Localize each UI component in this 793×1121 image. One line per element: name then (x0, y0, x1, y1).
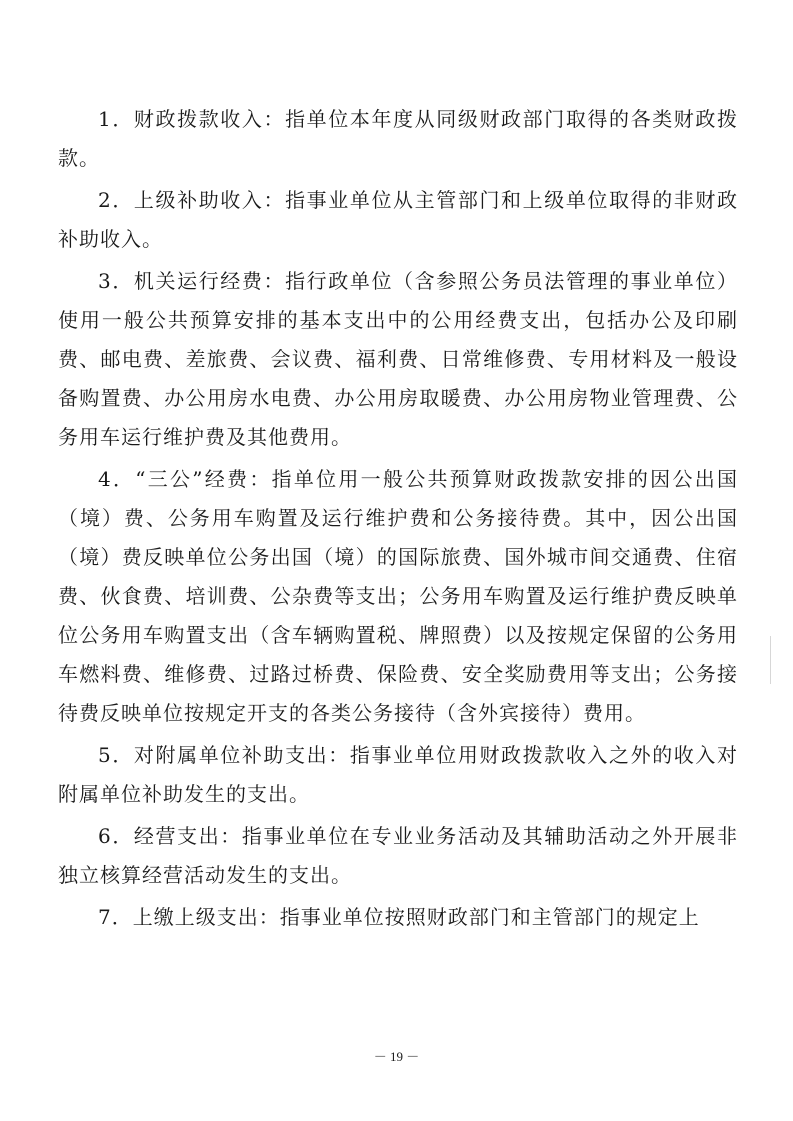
paragraph-7: 7．上缴上级支出：指事业单位按照财政部门和主管部门的规定上 (98, 905, 700, 929)
scan-artifact-line (770, 636, 771, 684)
paragraph-4: 4．“三公”经费：指单位用一般公共预算财政拨款安排的因公出国（境）费、公务用车购置及运行维护费和公务接待费。其中，因公出国（境）费反映单位公务出国（境）的国际旅费、国外城市间交通费、住宿费、伙食费、培训费、公杂费等支出；公务用车购置及运行维护费反映单位公务用车购置支出（含车辆购置税、牌照费）以及按规定保留的公务用车燃料费、维修费、过路过桥费、保险费、安全奖励费用等支出；公务接待费反映单位按规定开支的各类公务接待（含外宾接待）费用。 (58, 467, 738, 725)
page-number: － 19 － (373, 1049, 420, 1064)
paragraph-1: 1．财政拨款收入：指单位本年度从同级财政部门取得的各类财政拨款。 (58, 107, 738, 170)
paragraph-3: 3．机关运行经费：指行政单位（含参照公务员法管理的事业单位）使用一般公共预算安排的基本支出中的公用经费支出，包括办公及印刷费、邮电费、差旅费、会议费、福利费、日常维修费、专用材料及一般设备购置费、办公用房水电费、办公用房取暖费、办公用房物业管理费、公务用车运行维护费及其他费用。 (58, 269, 738, 449)
document-body (58, 100, 738, 937)
paragraph-5: 5．对附属单位补助支出：指事业单位用财政拨款收入之外的收入对附属单位补助发生的支出。 (58, 743, 738, 806)
paragraph-2: 2．上级补助收入：指事业单位从主管部门和上级单位取得的非财政补助收入。 (58, 188, 738, 251)
paragraph-6: 6．经营支出：指事业单位在专业业务活动及其辅助活动之外开展非独立核算经营活动发生的支出。 (58, 824, 738, 887)
